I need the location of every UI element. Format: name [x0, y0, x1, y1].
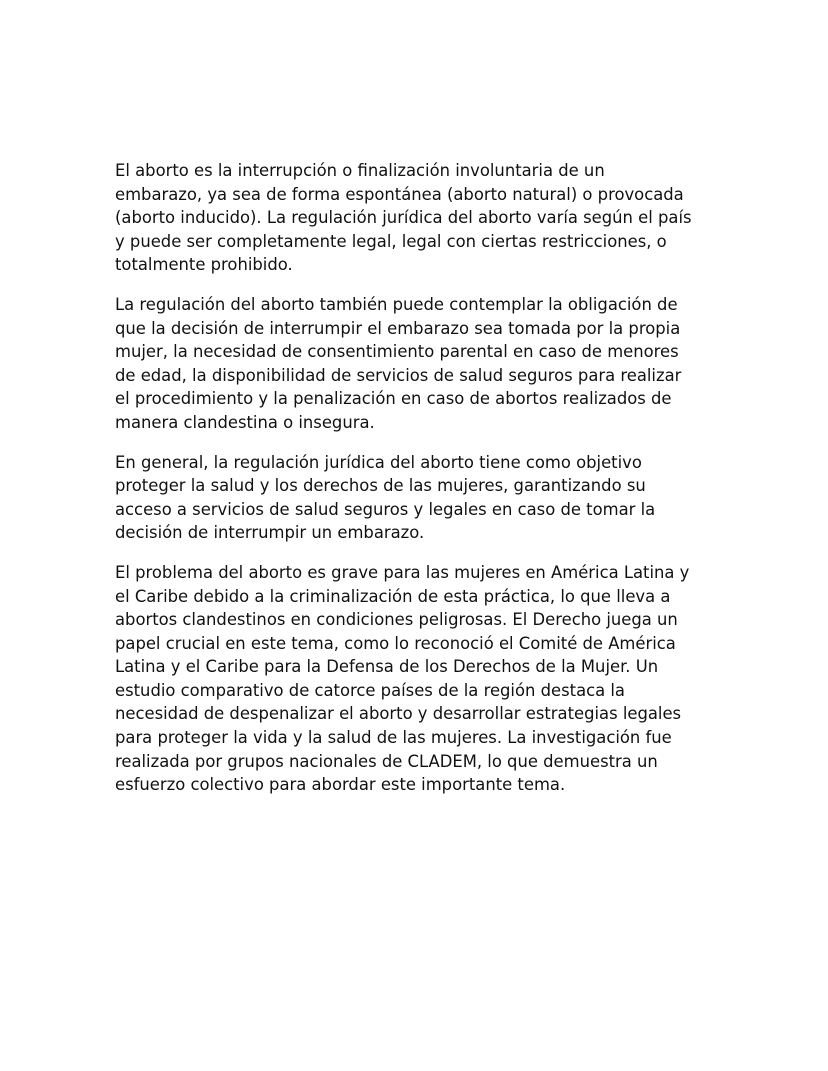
text-line: el Caribe debido a la criminalización de esta práctica, lo que lleva a	[115, 586, 671, 606]
text-line: En general, la regulación jurídica del aborto tiene como objetivo	[115, 452, 642, 472]
text-line: papel crucial en este tema, como lo reconoció el Comité de América	[115, 633, 676, 653]
text-line: totalmente prohibido.	[115, 255, 293, 275]
text-line: decisión de interrumpir un embarazo.	[115, 523, 425, 543]
text-line: El aborto es la interrupción o finalización involuntaria de un	[115, 161, 605, 180]
text-line: acceso a servicios de salud seguros y legales en caso de tomar la	[115, 499, 656, 519]
paragraph-3	[115, 451, 715, 545]
text-line: mujer, la necesidad de consentimiento parental en caso de menores	[115, 342, 679, 362]
text-line: embarazo, ya sea de forma espontánea (aborto natural) o provocada	[115, 184, 684, 204]
text-line: realizada por grupos nacionales de CLADEM, lo que demuestra un	[115, 751, 658, 771]
text-line: abortos clandestinos en condiciones peligrosas. El Derecho juega un	[115, 610, 678, 630]
text-line: el procedimiento y la penalización en caso de abortos realizados de	[115, 389, 672, 409]
text-line: Latina y el Caribe para la Defensa de los Derechos de la Mujer. Un	[115, 657, 659, 677]
text-line: que la decisión de interrumpir el embarazo sea tomada por la propia	[115, 318, 681, 338]
text-line: de edad, la disponibilidad de servicios de salud seguros para realizar	[115, 365, 682, 385]
text-line: estudio comparativo de catorce países de la región destaca la	[115, 680, 625, 700]
paragraph-1	[115, 159, 715, 277]
document-body	[115, 159, 715, 813]
text-line: (aborto inducido). La regulación jurídica del aborto varía según el país	[115, 208, 692, 228]
text-line: El problema del aborto es grave para las mujeres en América Latina y	[115, 562, 690, 582]
paragraph-4	[115, 561, 715, 797]
text-line: manera clandestina o insegura.	[115, 412, 375, 432]
text-line: necesidad de despenalizar el aborto y desarrollar estrategias legales	[115, 704, 682, 724]
text-line: proteger la salud y los derechos de las mujeres, garantizando su	[115, 476, 646, 496]
text-line: La regulación del aborto también puede contemplar la obligación de	[115, 294, 678, 314]
text-line: esfuerzo colectivo para abordar este importante tema.	[115, 775, 566, 795]
text-line: y puede ser completamente legal, legal con ciertas restricciones, o	[115, 231, 667, 251]
paragraph-2	[115, 293, 715, 435]
text-line: para proteger la vida y la salud de las mujeres. La investigación fue	[115, 728, 672, 748]
